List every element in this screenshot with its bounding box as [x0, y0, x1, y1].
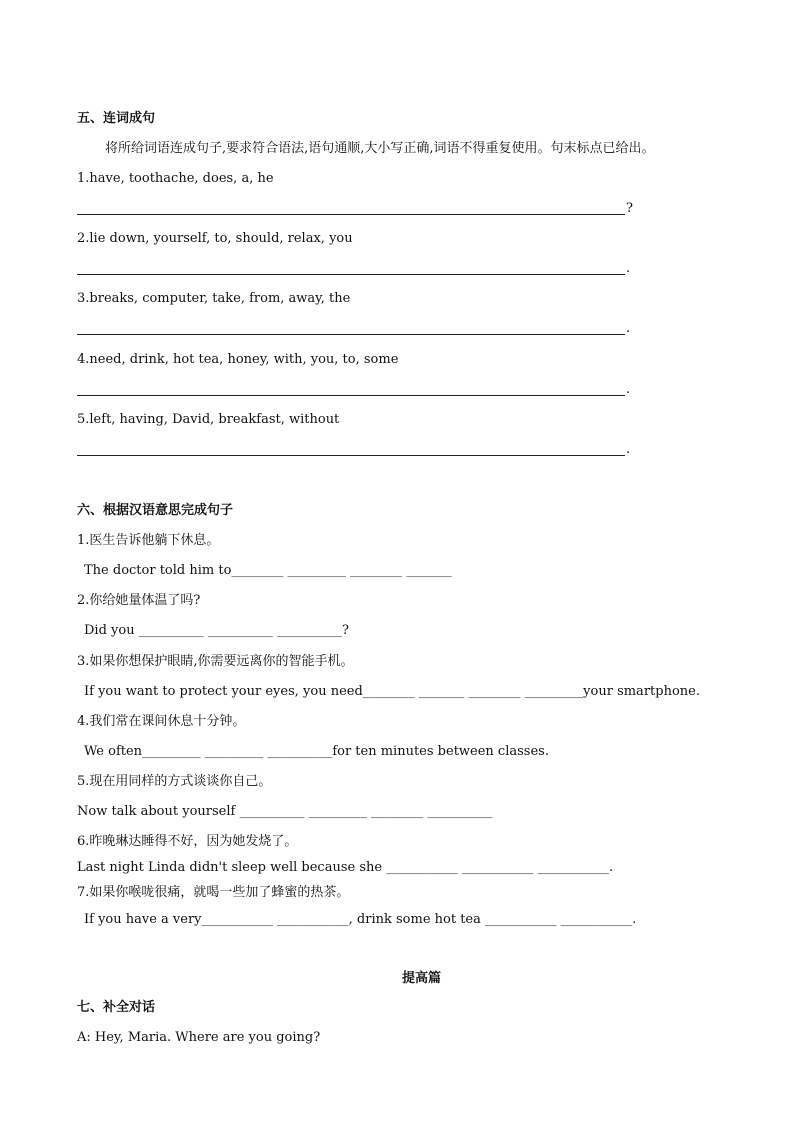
s5-item-1-prompt: 1.have, toothache, does, a, he	[77, 171, 274, 186]
s6-item-6-chinese: 6.昨晚琳达睡得不好，因为她发烧了。	[77, 834, 298, 849]
s5-item-4-answer-line[interactable]	[77, 395, 625, 396]
s6-item-1-english[interactable]: The doctor told him to________ _________ ________ _______	[84, 563, 452, 578]
s5-item-5-prompt: 5.left, having, David, breakfast, without	[77, 412, 340, 427]
s6-item-1-chinese: 1.医生告诉他躺下休息。	[77, 533, 220, 548]
s6-item-5-chinese: 5.现在用同样的方式谈谈你自己。	[77, 774, 272, 789]
s5-item-4-end-punct: .	[626, 382, 631, 397]
s5-item-3-prompt: 3.breaks, computer, take, from, away, the	[77, 291, 351, 306]
s5-item-5-answer-line[interactable]	[77, 455, 625, 456]
s5-item-5-end-punct: .	[626, 442, 631, 457]
s6-item-5-english[interactable]: Now talk about yourself __________ _________ ________ __________	[77, 804, 493, 819]
s6-item-7-chinese: 7.如果你喉咙很痛，就喝一些加了蜂蜜的热茶。	[77, 885, 350, 900]
s6-item-6-english[interactable]: Last night Linda didn't sleep well because she ___________ ___________ ___________.	[77, 860, 614, 875]
s5-item-1-end-punct: ?	[626, 201, 633, 216]
section-6-title: 六、根据汉语意思完成句子	[77, 503, 234, 518]
section-5-instruction: 将所给词语连成句子,要求符合语法,语句通顺,大小写正确,词语不得重复使用。句末标点已给出。	[105, 141, 655, 156]
s5-item-3-answer-line[interactable]	[77, 334, 625, 335]
s5-item-4-prompt: 4.need, drink, hot tea, honey, with, you, to, some	[77, 352, 399, 367]
s5-item-2-answer-line[interactable]	[77, 274, 625, 275]
s6-item-4-english[interactable]: We often_________ _________ __________for ten minutes between classes.	[84, 744, 549, 759]
s6-item-4-chinese: 4.我们常在课间休息十分钟。	[77, 714, 246, 729]
advanced-heading: 提高篇	[401, 971, 441, 986]
s7-dialogue-line-1: A: Hey, Maria. Where are you going?	[77, 1030, 321, 1045]
s5-item-1-answer-line[interactable]	[77, 214, 625, 215]
s5-item-2-prompt: 2.lie down, yourself, to, should, relax, you	[77, 231, 353, 246]
s6-item-2-english[interactable]: Did you __________ __________ __________?	[84, 623, 349, 638]
s5-item-2-end-punct: .	[626, 261, 631, 276]
section-5-title: 五、连词成句	[77, 111, 156, 126]
s6-item-7-english[interactable]: If you have a very___________ ___________, drink some hot tea ___________ ___________.	[84, 912, 637, 927]
s5-item-3-end-punct: .	[626, 321, 631, 336]
s6-item-3-english[interactable]: If you want to protect your eyes, you need________ _______ ________ _________your smartphone.	[84, 684, 700, 699]
section-7-title: 七、补全对话	[77, 1000, 156, 1015]
s6-item-3-chinese: 3.如果你想保护眼睛,你需要远离你的智能手机。	[77, 654, 354, 669]
s6-item-2-chinese: 2.你给她量体温了吗?	[77, 593, 201, 608]
